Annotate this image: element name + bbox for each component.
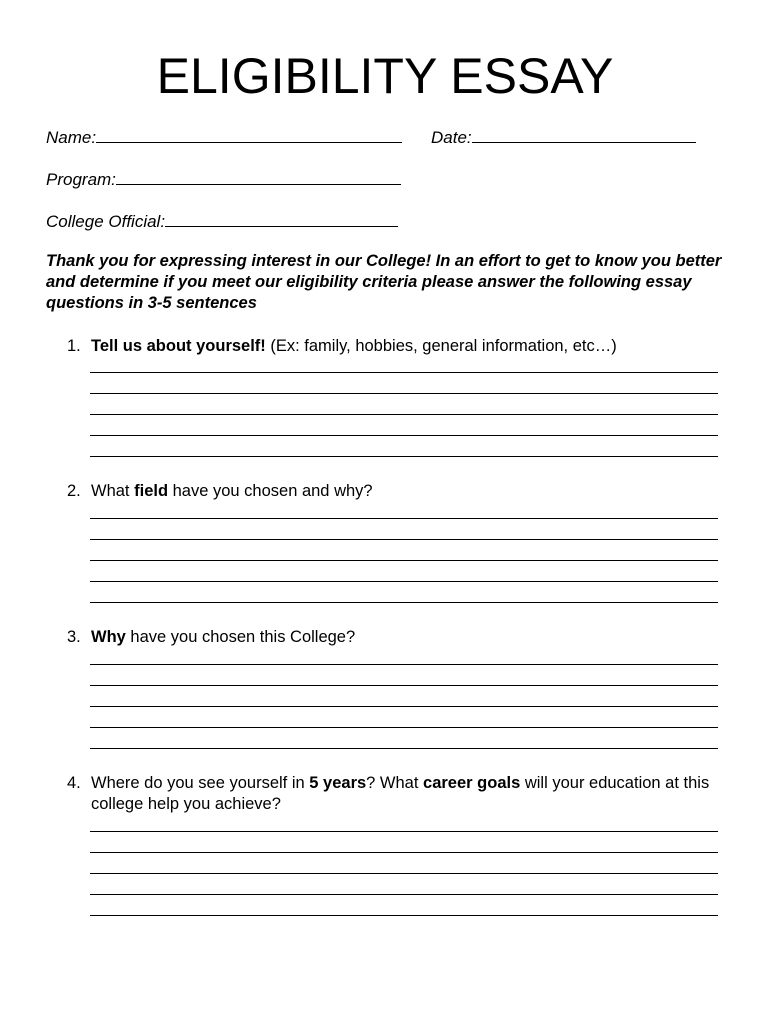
answer-line[interactable] <box>90 539 718 540</box>
answer-line[interactable] <box>90 393 718 394</box>
question-text-rest: have you chosen this College? <box>125 628 356 646</box>
answer-line[interactable] <box>90 915 718 916</box>
official-label: College Official: <box>46 212 166 231</box>
question-1 <box>67 336 727 358</box>
answer-line[interactable] <box>90 435 718 436</box>
name-blank-line[interactable] <box>96 126 402 143</box>
answer-line[interactable] <box>90 727 718 728</box>
name-label: Name: <box>46 128 97 147</box>
official-field-row <box>46 210 398 233</box>
question-text-mid: ? What <box>366 774 424 792</box>
answer-line[interactable] <box>90 894 718 895</box>
answer-line[interactable] <box>90 748 718 749</box>
name-field-row <box>46 126 402 149</box>
question-text <box>91 481 723 502</box>
answer-line[interactable] <box>90 852 718 853</box>
intro-paragraph: Thank you for expressing interest in our College! In an effort to get to know you better and determine if you meet our eligibility criteria please answer the following essay questions in 3-5 sentences <box>46 252 722 312</box>
question-2 <box>67 481 727 503</box>
answer-line[interactable] <box>90 518 718 519</box>
question-number: 3. <box>67 628 81 646</box>
date-label: Date: <box>431 128 472 147</box>
question-number: 2. <box>67 482 81 500</box>
question-text-rest: will your education at this college help you achieve? <box>91 774 710 813</box>
question-emphasis: 5 years <box>309 774 367 792</box>
program-field-row <box>46 168 401 191</box>
question-emphasis: field <box>134 482 169 500</box>
question-text <box>91 773 723 815</box>
question-3 <box>67 627 727 649</box>
question-emphasis: Tell us about yourself! <box>91 337 266 355</box>
program-label: Program: <box>46 170 116 189</box>
question-text <box>91 336 723 357</box>
official-blank-line[interactable] <box>165 210 398 227</box>
answer-line[interactable] <box>90 873 718 874</box>
answer-line[interactable] <box>90 372 718 373</box>
answer-line[interactable] <box>90 831 718 832</box>
answer-line[interactable] <box>90 685 718 686</box>
question-number: 4. <box>67 774 81 792</box>
program-blank-line[interactable] <box>116 168 401 185</box>
question-text-pre: Where do you see yourself in <box>91 774 310 792</box>
answer-line[interactable] <box>90 581 718 582</box>
question-text <box>91 627 723 648</box>
question-number: 1. <box>67 337 81 355</box>
answer-line[interactable] <box>90 706 718 707</box>
question-text-pre: What <box>91 482 135 500</box>
page-title: ELIGIBILITY ESSAY <box>156 48 614 104</box>
question-emphasis-2: career goals <box>423 774 521 792</box>
answer-line[interactable] <box>90 602 718 603</box>
question-emphasis: Why <box>91 628 126 646</box>
answer-line[interactable] <box>90 560 718 561</box>
question-4 <box>67 773 727 817</box>
question-text-rest: (Ex: family, hobbies, general information, etc…) <box>265 337 617 355</box>
answer-line[interactable] <box>90 664 718 665</box>
answer-line[interactable] <box>90 456 718 457</box>
date-field-row <box>431 126 696 149</box>
answer-line[interactable] <box>90 414 718 415</box>
question-text-rest: have you chosen and why? <box>168 482 373 500</box>
date-blank-line[interactable] <box>472 126 696 143</box>
